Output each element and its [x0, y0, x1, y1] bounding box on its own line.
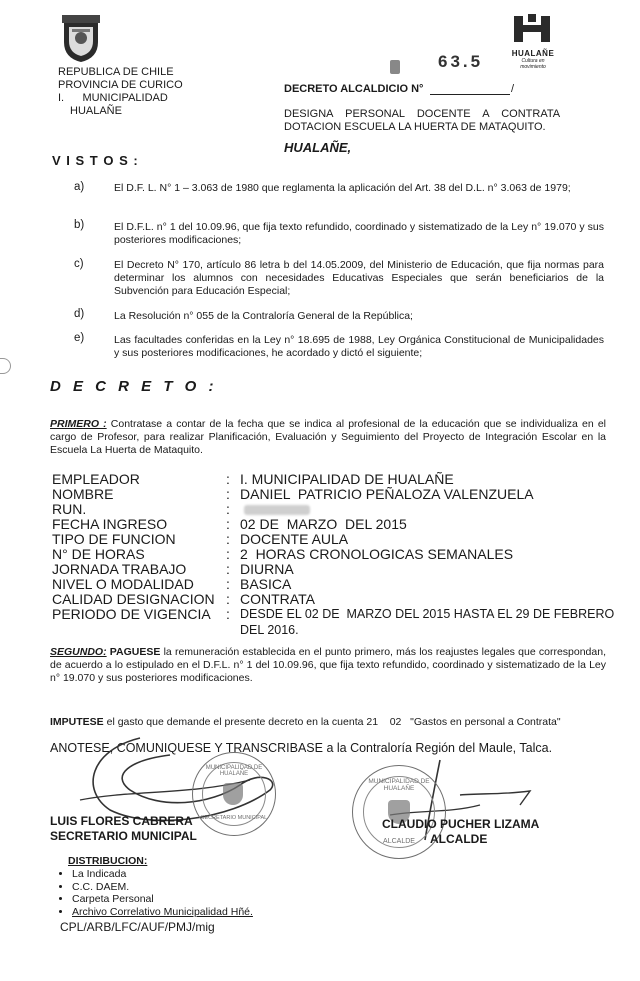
stamp-bottom-text: ALCALDE — [383, 838, 415, 845]
decree-line-slash: / — [511, 83, 515, 95]
vistos-letter-d: d) — [74, 308, 85, 320]
segundo-bold: PAGUESE — [106, 646, 161, 658]
decree-number-mark — [390, 60, 400, 74]
vistos-heading: V I S T O S : — [52, 153, 139, 168]
anotese-line: ANOTESE, COMUNIQUESE Y TRANSCRIBASE a la Contraloría Región del Maule, Talca. — [50, 741, 553, 755]
vistos-item-d: La Resolución n° 055 de la Contraloría General de la República; — [114, 310, 413, 322]
distribution-list — [58, 868, 253, 918]
municipal-crest-logo — [60, 12, 102, 64]
distribution-item: • Archivo Correlativo Municipalidad Hñé. — [72, 906, 253, 919]
field-colon: : — [226, 501, 230, 517]
reference-initials: CPL/ARB/LFC/AUF/PMJ/mig — [60, 920, 215, 934]
header-line: PROVINCIA DE CURICO — [58, 79, 183, 91]
place-date: HUALAÑE, — [284, 140, 352, 155]
field-colon: : — [226, 486, 230, 502]
vistos-item-c: El Decreto N° 170, artículo 86 letra b del 14.05.2009, del Ministerio de Educación, que fija normas para determinar los alumnos con necesidades Educativas Especiales que serán beneficiarios de la Subvención para Educación Especial; — [114, 259, 604, 297]
field-value-jornada: DIURNA — [240, 561, 294, 577]
vistos-letter-a: a) — [74, 181, 85, 193]
field-colon: : — [226, 531, 230, 547]
decree-subject — [284, 108, 574, 134]
primero-paragraph — [50, 418, 606, 457]
secretary-title: SECRETARIO MUNICIPAL — [50, 829, 197, 843]
header-line: REPUBLICA DE CHILE — [58, 66, 174, 78]
distribution-item: • C.C. DAEM. — [72, 881, 253, 894]
stamp-text: MUNICIPALIDAD DE HUALAÑE — [205, 765, 263, 777]
field-label-tipo-funcion: TIPO DE FUNCION — [52, 531, 176, 547]
decree-number-line — [430, 94, 510, 95]
mayor-name: CLAUDIO PUCHER LIZAMA — [382, 817, 540, 831]
distribution-item: • La Indicada — [72, 868, 253, 881]
header-line: I. MUNICIPALIDAD — [58, 92, 168, 104]
field-value-fecha-ingreso: 02 DE MARZO DEL 2015 — [240, 516, 407, 532]
field-label-horas: N° DE HORAS — [52, 546, 145, 562]
field-label-jornada: JORNADA TRABAJO — [52, 561, 187, 577]
imputese-paragraph — [50, 703, 590, 729]
mayor-title: ALCALDE — [430, 832, 488, 846]
hualane-logo — [508, 14, 558, 70]
field-colon: : — [226, 606, 230, 622]
vistos-letter-e: e) — [74, 332, 85, 344]
field-label-calidad: CALIDAD DESIGNACION — [52, 591, 215, 607]
vistos-letter-c: c) — [74, 258, 84, 270]
segundo-label: SEGUNDO: — [50, 646, 107, 658]
field-value-horas: 2 HORAS CRONOLOGICAS SEMANALES — [240, 546, 514, 562]
field-colon: : — [226, 516, 230, 532]
field-value-periodo: DESDE EL 02 DE MARZO DEL 2015 HASTA EL 29 DE FEBRERO — [240, 607, 615, 621]
distribution-item: • Carpeta Personal — [72, 893, 253, 906]
stamp-text: MUNICIPALIDAD DE HUALAÑE — [368, 778, 430, 792]
header-line: HUALAÑE — [70, 105, 122, 117]
subject-line: DOTACION ESCUELA LA HUERTA DE MATAQUITO. — [284, 121, 546, 133]
margin-mark — [0, 358, 11, 374]
field-label-nombre: NOMBRE — [52, 486, 114, 502]
field-colon: : — [226, 576, 230, 592]
vistos-item-e: Las facultades conferidas en la Ley n° 18.695 de 1988, Ley Orgánica Constitucional de Municipalidades y sus posteriores modificaciones, he acordado y dictó el siguiente; — [114, 334, 604, 359]
imputese-bold: IMPUTESE — [50, 716, 104, 728]
primero-label: PRIMERO : — [50, 418, 107, 430]
field-value-nivel: BASICA — [240, 576, 292, 592]
field-label-run: RUN. — [52, 501, 87, 517]
header-institution — [58, 66, 218, 118]
stamp-bottom-text: SECRETARIO MUNICIPAL — [200, 815, 268, 821]
decreto-heading: D E C R E T O : — [50, 378, 218, 395]
secretary-stamp — [192, 752, 276, 836]
field-label-fecha-ingreso: FECHA INGRESO — [52, 516, 168, 532]
logo-name: HUALAÑE — [511, 49, 555, 58]
primero-text: Contratase a contar de la fecha que se indica al profesional de la educación que se individualiza en el cargo de Profesor, para realizar Planificación, Evaluación y Seguimiento del Proyecto de Integración Escolar en la Escuela La Huerta de Mataquito. — [50, 418, 606, 456]
field-value-nombre: DANIEL PATRICIO PEÑALOZA VALENZUELA — [240, 486, 534, 502]
stamp-crest-icon — [223, 783, 243, 805]
field-colon: : — [226, 561, 230, 577]
field-label-periodo: PERIODO DE VIGENCIA — [52, 606, 211, 622]
field-value-tipo-funcion: DOCENTE AULA — [240, 531, 349, 547]
field-value-empleador: I. MUNICIPALIDAD DE HUALAÑE — [240, 471, 454, 487]
secretary-name: LUIS FLORES CABRERA — [50, 814, 193, 828]
logo-tagline: Cultura en movimiento — [520, 58, 546, 70]
segundo-paragraph — [50, 646, 606, 685]
subject-line: DESIGNA PERSONAL DOCENTE A CONTRATA — [284, 108, 561, 120]
imputese-text: el gasto que demande el presente decreto en la cuenta 21 02 "Gastos en personal a Contrata" — [103, 716, 561, 728]
vistos-letter-b: b) — [74, 219, 85, 231]
field-colon: : — [226, 546, 230, 562]
field-value-calidad: CONTRATA — [240, 591, 315, 607]
vistos-item-b: El D.F.L. n° 1 del 10.09.96, que fija texto refundido, coordinado y sistematizado de la Ley n° 19.070 y sus posteriores modificaciones; — [114, 221, 604, 246]
run-redacted-blur — [244, 505, 310, 515]
decree-number-stamp: 63.5 — [438, 52, 484, 71]
field-value-periodo-cont: DEL 2016. — [240, 623, 299, 637]
decree-label: DECRETO ALCALDICIO N° — [284, 83, 424, 95]
field-colon: : — [226, 471, 230, 487]
distribution-heading: DISTRIBUCION: — [68, 855, 148, 867]
field-label-empleador: EMPLEADOR — [52, 471, 140, 487]
segundo-text: la remuneración establecida en el punto primero, más los reajustes legales que correspondan, de acuerdo a lo estipulado en el D.F.L. n° 1 del 10.09.96, que fija texto refundido, coordinado y sistematizado de la Ley n° 19.070 y sus posteriores modificaciones. — [50, 646, 606, 684]
vistos-item-a: El D.F. L. N° 1 – 3.063 de 1980 que reglamenta la aplicación del Art. 38 del D.L. n° 3.063 de 1979; — [114, 182, 571, 194]
field-colon: : — [226, 591, 230, 607]
field-label-nivel: NIVEL O MODALIDAD — [52, 576, 194, 592]
